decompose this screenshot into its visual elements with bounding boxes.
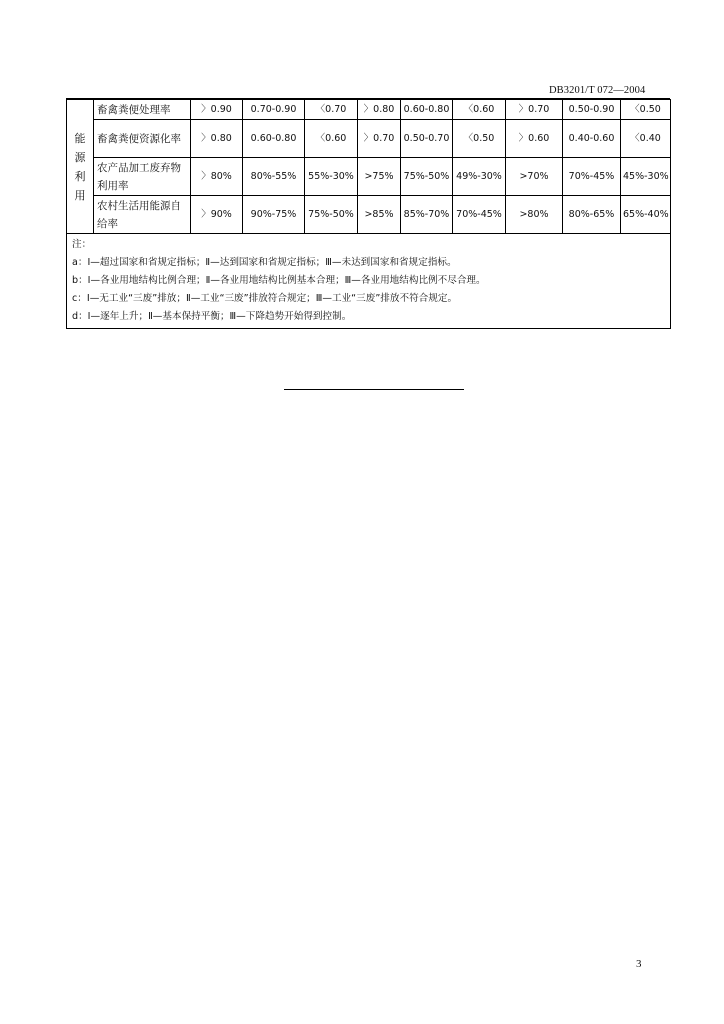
table-row [67, 196, 671, 234]
value-cell: 〉0.90 [191, 100, 243, 120]
value-cell: 〉0.80 [191, 120, 243, 158]
indicator-name: 畜禽粪便处理率 [94, 100, 191, 120]
indicator-name: 农村生活用能源自给率 [94, 196, 191, 234]
category-char: 源 [74, 150, 86, 164]
end-of-section-rule [284, 389, 464, 390]
value-cell: 80%-55% [243, 158, 305, 196]
category-char: 用 [74, 188, 86, 202]
note-line: b：Ⅰ—各业用地结构比例合理；Ⅱ—各业用地结构比例基本合理；Ⅲ—各业用地结构比例不尽合理。 [72, 275, 486, 286]
indicator-name: 农产品加工废弃物利用率 [94, 158, 191, 196]
table-row [67, 158, 671, 196]
value-cell: 〉90% [191, 196, 243, 234]
value-cell: 49%-30% [453, 158, 506, 196]
table-row [67, 120, 671, 158]
value-cell: 〈0.60 [453, 100, 506, 120]
value-cell: 0.60-0.80 [243, 120, 305, 158]
document-code: DB3201/T 072—2004 [549, 85, 646, 96]
value-cell: >70% [506, 158, 563, 196]
value-cell: 0.50-0.70 [401, 120, 453, 158]
value-cell: 55%-30% [305, 158, 358, 196]
value-cell: 〉0.70 [358, 120, 401, 158]
note-line: d：Ⅰ—逐年上升；Ⅱ—基本保持平衡；Ⅲ—下降趋势开始得到控制。 [72, 311, 352, 322]
notes-title: 注： [72, 239, 92, 250]
notes-cell [67, 234, 671, 329]
indicator-table [66, 99, 671, 329]
value-cell: 〈0.50 [453, 120, 506, 158]
table-row [67, 100, 671, 120]
value-cell: 〈0.50 [621, 100, 671, 120]
value-cell: >75% [358, 158, 401, 196]
value-cell: 80%-65% [563, 196, 621, 234]
page-number: 3 [636, 958, 642, 970]
value-cell: >85% [358, 196, 401, 234]
note-line: a：Ⅰ—超过国家和省规定指标；Ⅱ—达到国家和省规定指标；Ⅲ—未达到国家和省规定指标。 [72, 257, 457, 268]
value-cell: 0.60-0.80 [401, 100, 453, 120]
indicator-name: 畜禽粪便资源化率 [94, 120, 191, 158]
value-cell: 45%-30% [621, 158, 671, 196]
value-cell: 〈0.70 [305, 100, 358, 120]
value-cell: 0.70-0.90 [243, 100, 305, 120]
notes-row [67, 234, 671, 329]
value-cell: 85%-70% [401, 196, 453, 234]
value-cell: 0.50-0.90 [563, 100, 621, 120]
category-char: 能 [74, 131, 86, 145]
value-cell: 0.40-0.60 [563, 120, 621, 158]
value-cell: 〉0.60 [506, 120, 563, 158]
value-cell: 90%-75% [243, 196, 305, 234]
value-cell: 〉80% [191, 158, 243, 196]
value-cell: 〈0.60 [305, 120, 358, 158]
value-cell: >80% [506, 196, 563, 234]
note-line: c：Ⅰ—无工业“三废”排放；Ⅱ—工业“三废”排放符合规定；Ⅲ—工业“三废”排放不符合规定。 [72, 293, 458, 304]
value-cell: 75%-50% [305, 196, 358, 234]
value-cell: 70%-45% [563, 158, 621, 196]
category-cell [67, 100, 94, 234]
value-cell: 〈0.40 [621, 120, 671, 158]
value-cell: 65%-40% [621, 196, 671, 234]
value-cell: 〉0.70 [506, 100, 563, 120]
value-cell: 70%-45% [453, 196, 506, 234]
value-cell: 75%-50% [401, 158, 453, 196]
category-char: 利 [74, 169, 86, 183]
value-cell: 〉0.80 [358, 100, 401, 120]
